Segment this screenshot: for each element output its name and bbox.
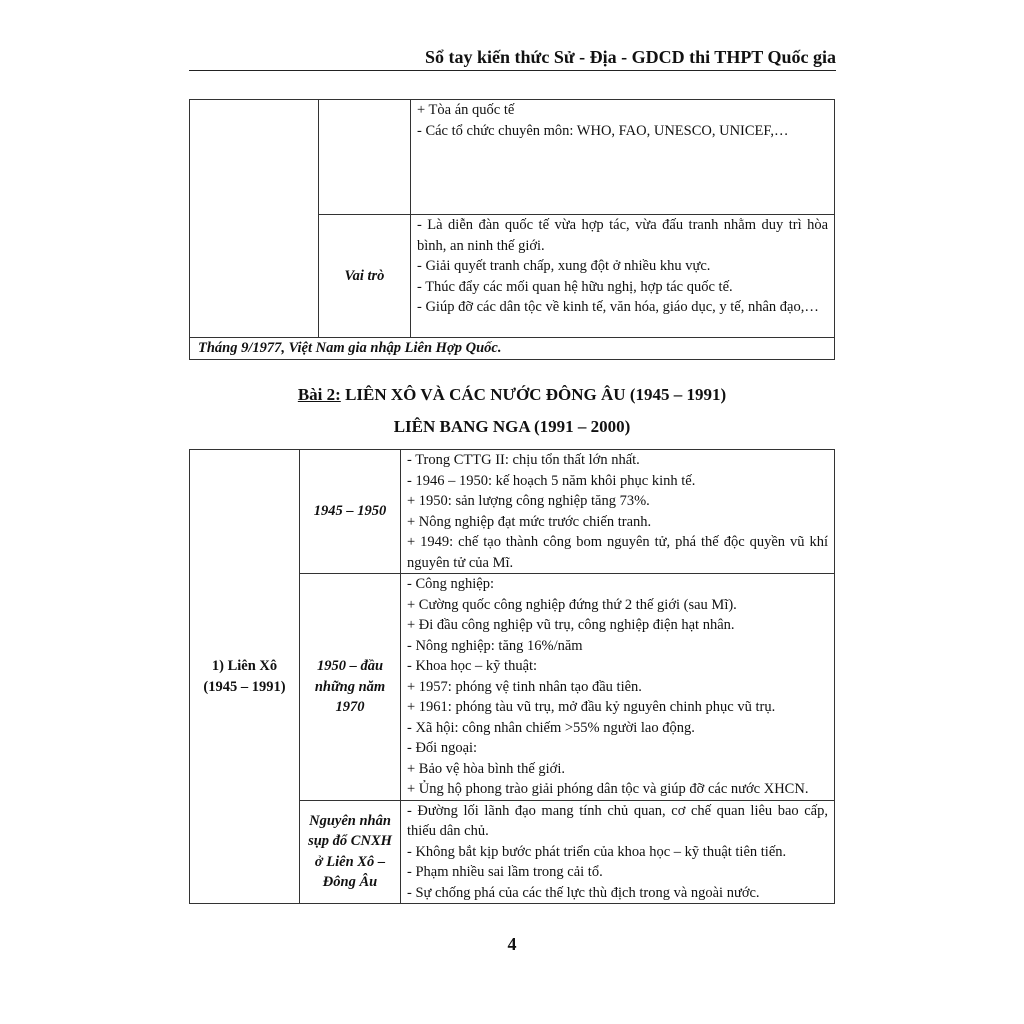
section-label: 1) Liên Xô [211,658,278,674]
text-line: - Sự chống phá của các thế lực thù địch trong và ngoài nước. [407,884,760,901]
text-line: - 1946 – 1950: kế hoạch 5 năm khôi phục kinh tế. [407,472,696,489]
empty-cell [190,100,319,338]
text-line: + 1957: phóng vệ tinh nhân tạo đầu tiên. [407,678,642,695]
text-line: + Bảo vệ hòa bình thế giới. [407,760,565,777]
un-table-continuation [189,99,835,360]
text-line: - Công nghiệp: [407,576,494,592]
text-line: + 1950: sản lượng công nghiệp tăng 73%. [407,493,650,509]
text-line: - Trong CTTG II: chịu tổn thất lớn nhất. [407,452,640,468]
text-line: + Tòa án quốc tế [417,102,515,118]
period-content [401,800,835,904]
book-title: Sổ tay kiến thức Sử - Địa - GDCD thi THPT Quốc gia [425,47,836,67]
text-line: - Khoa học – kỹ thuật: [407,658,538,674]
organs-cell [411,100,835,215]
text-line: - Xã hội: công nhân chiếm >55% người lao động. [407,719,695,736]
period-label: 1945 – 1950 [300,450,401,574]
lesson-prefix: Bài 2: [297,385,341,404]
text-line: + Cường quốc công nghiệp đứng thứ 2 thế giới (sau Mĩ). [407,596,737,613]
text-line: + 1961: phóng tàu vũ trụ, mở đầu kỷ nguyên chinh phục vũ trụ. [407,699,776,715]
section-years: (1945 – 1991) [203,678,286,695]
page-number: 4 [507,934,517,954]
text-line: - Các tổ chức chuyên môn: WHO, FAO, UNESCO, UNICEF,… [417,122,789,139]
text-line: - Phạm nhiều sai lầm trong cải tổ. [407,864,603,880]
page-header [189,44,836,71]
text-line: - Nông nghiệp: tăng 16%/năm [407,637,583,654]
text-line: - Thúc đẩy các mối quan hệ hữu nghị, hợp tác quốc tế. [417,278,733,295]
text-line: + Nông nghiệp đạt mức trước chiến tranh. [407,513,652,530]
section-label-cell [190,450,300,904]
text-line: - Đường lối lãnh đạo mang tính chủ quan, cơ chế quan liêu bao cấp, thiếu dân chủ. [407,802,828,839]
text-line: - Giải quyết tranh chấp, xung đột ở nhiều khu vực. [417,258,711,274]
period-label: 1950 – đầu những năm 1970 [300,574,401,801]
role-content [411,215,835,338]
period-content [401,574,835,801]
lesson-subtitle: LIÊN BANG NGA (1991 – 2000) [393,417,631,436]
text-line: + Đi đầu công nghiệp vũ trụ, công nghiệp điện hạt nhân. [407,617,735,633]
period-content [401,450,835,574]
text-line: + Ủng hộ phong trào giải phóng dân tộc và giúp đỡ các nước XHCN. [407,781,809,797]
lesson-title [189,385,835,405]
text-line: + 1949: chế tạo thành công bom nguyên tử, phá thế độc quyền vũ khí nguyên tử của Mĩ. [407,534,828,571]
lesson-title-text: LIÊN XÔ VÀ CÁC NƯỚC ĐÔNG ÂU (1945 – 1991) [340,385,727,404]
empty-label-cell [319,100,411,215]
text-line: - Đối ngoại: [407,740,478,756]
text-line: - Là diễn đàn quốc tế vừa hợp tác, vừa đấu tranh nhằm duy trì hòa bình, an ninh thế giới. [417,217,828,254]
text-line: - Giúp đỡ các dân tộc về kinh tế, văn hóa, giáo dục, y tế, nhân đạo,… [417,299,819,315]
text-line: - Không bắt kịp bước phát triển của khoa học – kỹ thuật tiên tiến. [407,843,787,860]
table-footer-note: Tháng 9/1977, Việt Nam gia nhập Liên Hợp Quốc. [190,338,835,360]
period-label: Nguyên nhân sụp đổ CNXH ở Liên Xô – Đông Âu [300,800,401,904]
soviet-union-table [189,449,835,904]
role-label: Vai trò [319,215,411,338]
